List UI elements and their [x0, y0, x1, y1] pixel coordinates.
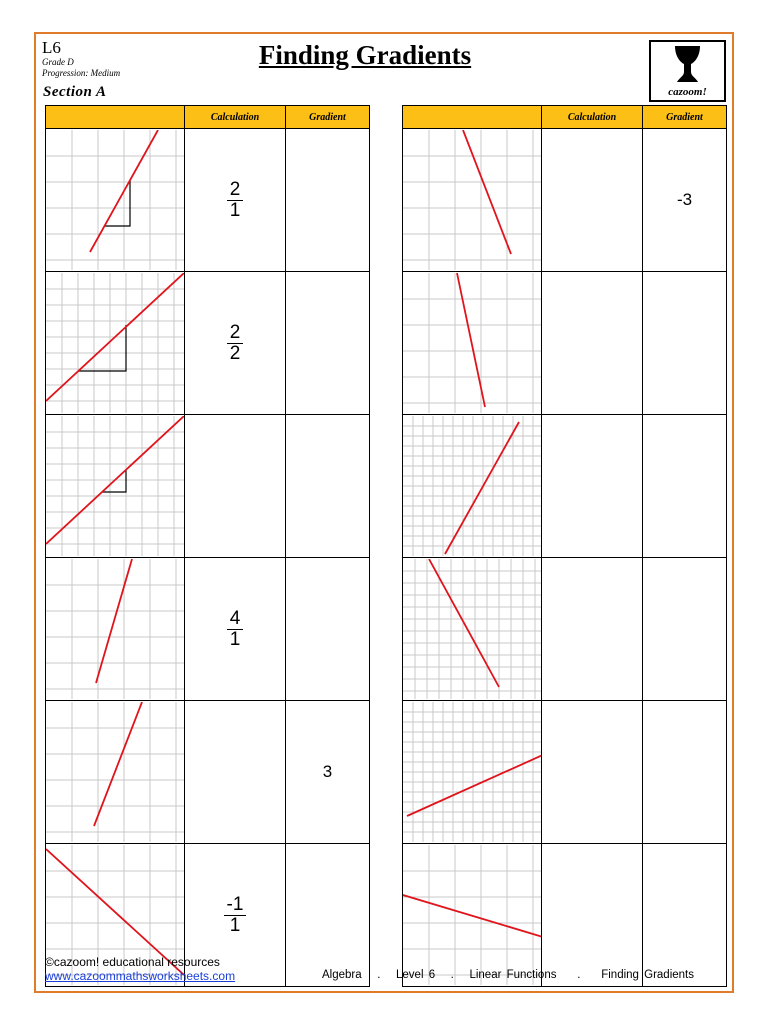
calculation-fraction — [224, 895, 247, 936]
cazoom-logo — [649, 40, 726, 102]
calculation-header: Calculation — [542, 106, 643, 129]
calculation-cell[interactable] — [542, 272, 643, 415]
line-graph — [403, 416, 541, 556]
calculation-cell[interactable] — [542, 415, 643, 558]
graph-red-line — [445, 422, 519, 554]
table-row — [46, 415, 370, 558]
fraction-denominator: 1 — [229, 628, 241, 650]
calculation-cell[interactable] — [542, 558, 643, 701]
logo-text: cazoom! — [668, 86, 707, 98]
gradient-cell[interactable] — [643, 701, 727, 844]
graph-cell — [403, 844, 542, 987]
gradient-cell[interactable] — [643, 129, 727, 272]
line-graph — [46, 702, 184, 842]
graph-red-line — [463, 130, 511, 254]
fraction-denominator: 1 — [229, 914, 241, 936]
table-row — [403, 415, 727, 558]
graph-cell — [46, 415, 185, 558]
table-row — [403, 701, 727, 844]
graph-red-line — [407, 754, 541, 816]
gradient-header: Gradient — [286, 106, 370, 129]
calculation-cell[interactable] — [542, 844, 643, 987]
left-worksheet-table — [45, 105, 370, 987]
line-graph — [403, 130, 541, 270]
section-label: Section A — [43, 84, 107, 100]
graph-cell — [46, 701, 185, 844]
calculation-fraction — [227, 180, 244, 221]
table-row — [46, 129, 370, 272]
table-row — [403, 272, 727, 415]
table-header-row — [46, 106, 370, 129]
website-link[interactable]: www.cazoommathsworksheets.com — [45, 969, 236, 983]
calculation-cell[interactable] — [542, 701, 643, 844]
calculation-cell[interactable] — [185, 129, 286, 272]
page-title: Finding Gradients — [258, 40, 472, 70]
table-row — [46, 272, 370, 415]
fraction-denominator: 1 — [229, 199, 241, 221]
gradient-header: Gradient — [643, 106, 727, 129]
trophy-icon — [651, 42, 724, 86]
calculation-header: Calculation — [185, 106, 286, 129]
gradient-cell[interactable] — [286, 129, 370, 272]
graph-cell — [403, 272, 542, 415]
calculation-cell[interactable] — [185, 415, 286, 558]
line-graph — [403, 559, 541, 699]
gradient-cell[interactable] — [286, 844, 370, 987]
gradient-value: 3 — [322, 762, 333, 781]
graph-cell — [46, 558, 185, 701]
graph-cell — [403, 415, 542, 558]
fraction-denominator: 2 — [229, 342, 241, 364]
gradient-cell[interactable] — [286, 558, 370, 701]
calculation-cell[interactable] — [185, 272, 286, 415]
gradient-value: -3 — [676, 190, 693, 209]
table-row — [46, 558, 370, 701]
gradient-cell[interactable] — [286, 415, 370, 558]
graph-header — [403, 106, 542, 129]
right-worksheet-table — [402, 105, 727, 987]
fraction-numerator: 2 — [227, 323, 244, 344]
line-graph — [403, 273, 541, 413]
line-graph — [46, 130, 184, 270]
progression-label: Progression: Medium — [42, 68, 121, 78]
calculation-fraction — [227, 609, 244, 650]
table-row — [403, 844, 727, 987]
gradient-cell[interactable] — [643, 844, 727, 987]
fraction-numerator: 4 — [227, 609, 244, 630]
graph-header — [46, 106, 185, 129]
graph-cell — [403, 558, 542, 701]
table-row — [46, 701, 370, 844]
graph-cell — [46, 272, 185, 415]
gradient-cell[interactable] — [643, 415, 727, 558]
line-graph — [403, 702, 541, 842]
graph-red-line — [403, 895, 541, 937]
level-label: L6 — [42, 38, 61, 57]
graph-cell — [46, 129, 185, 272]
fraction-numerator: 2 — [227, 180, 244, 201]
graph-cell — [403, 701, 542, 844]
line-graph — [403, 845, 541, 985]
copyright-text: ©cazoom! educational resources — [45, 955, 220, 969]
calculation-cell[interactable] — [542, 129, 643, 272]
calculation-fraction — [227, 323, 244, 364]
gradient-cell[interactable] — [643, 558, 727, 701]
graph-red-line — [96, 559, 132, 683]
fraction-numerator: -1 — [224, 895, 247, 916]
graph-red-line — [94, 702, 142, 826]
line-graph — [46, 416, 184, 556]
graph-cell — [403, 129, 542, 272]
table-header-row — [403, 106, 727, 129]
calculation-cell[interactable] — [185, 558, 286, 701]
line-graph — [46, 273, 184, 413]
table-row — [403, 129, 727, 272]
table-row — [403, 558, 727, 701]
gradient-cell[interactable] — [286, 701, 370, 844]
topic-breadcrumb: Algebra . Level 6 . Linear Functions . Finding Gradients — [322, 969, 694, 981]
calculation-cell[interactable] — [185, 701, 286, 844]
gradient-cell[interactable] — [286, 272, 370, 415]
line-graph — [46, 559, 184, 699]
gradient-cell[interactable] — [643, 272, 727, 415]
grade-label: Grade D — [42, 57, 74, 67]
